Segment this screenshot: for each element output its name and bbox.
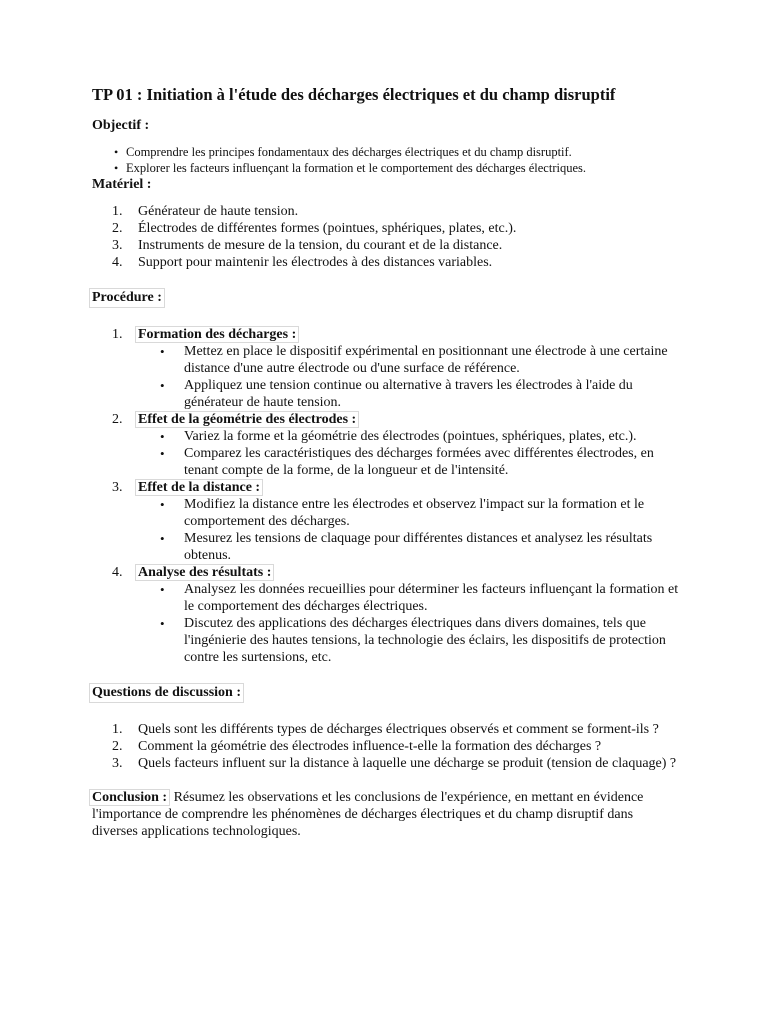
step-bullets	[138, 581, 682, 666]
procedure-list	[92, 326, 682, 666]
conclusion-label: Conclusion :	[89, 789, 170, 806]
conclusion-paragraph	[92, 789, 682, 840]
procedure-step: 2. Effet de la géométrie des électrodes : • Variez la forme et la géométrie des électrodes (pointues, sphériques, plates, etc.). • Comparez les caractéristiques des décharges formées avec différentes électrodes, en tenant compte de la forme, de la longueur et de l'intensité.	[92, 411, 682, 479]
procedure-step: 4. Analyse des résultats : • Analysez les données recueillies pour déterminer les facteurs influençant la formation et le comportement des décharges électriques. • Discutez des applications des décharges électriques dans divers domaines, tels que l'ingénierie des hautes tensions, la technologie des éclairs, les dispositifs de protection contre les surtensions, etc.	[92, 564, 682, 666]
materiel-list	[92, 203, 682, 271]
list-item: • Variez la forme et la géométrie des électrodes (pointues, sphériques, plates, etc.).	[138, 428, 682, 445]
list-item: • Appliquez une tension continue ou alternative à travers les électrodes à l'aide du générateur de haute tension.	[138, 377, 682, 411]
procedure-step: 3. Effet de la distance : • Modifiez la distance entre les électrodes et observez l'impact sur la formation et le comportement des décharges. • Mesurez les tensions de claquage pour différentes distances et analysez les résultats obtenus.	[92, 479, 682, 564]
list-item: • Modifiez la distance entre les électrodes et observez l'impact sur la formation et le comportement des décharges.	[138, 496, 682, 530]
document-title: TP 01 : Initiation à l'étude des décharges électriques et du champ disruptif	[92, 85, 616, 104]
list-item: 2. Électrodes de différentes formes (pointues, sphériques, plates, etc.).	[112, 221, 517, 236]
list-item: 1. Quels sont les différents types de décharges électriques observés et comment se forment-ils ?	[112, 722, 659, 737]
list-item: • Analysez les données recueillies pour déterminer les facteurs influençant la formation et le comportement des décharges électriques.	[138, 581, 682, 615]
questions-list	[92, 721, 682, 772]
list-item: 4. Support pour maintenir les électrodes à des distances variables.	[112, 255, 493, 270]
procedure-heading: Procédure :	[92, 288, 682, 308]
list-item: • Comprendre les principes fondamentaux des décharges électriques et du champ disruptif.	[92, 144, 682, 160]
list-item: • Comparez les caractéristiques des décharges formées avec différentes électrodes, en tenant compte de la forme, de la longueur et de l'intensité.	[138, 445, 682, 479]
step-bullets	[138, 496, 682, 564]
step-bullets	[138, 428, 682, 479]
list-item: • Discutez des applications des décharges électriques dans divers domaines, tels que l'ingénierie des hautes tensions, la technologie des éclairs, les dispositifs de protection contre les surtensions, etc.	[138, 615, 682, 666]
list-item: 2. Comment la géométrie des électrodes influence-t-elle la formation des décharges ?	[112, 739, 602, 754]
step-title: Formation des décharges :	[135, 326, 299, 343]
list-item: 3. Quels facteurs influent sur la distance à laquelle une décharge se produit (tension de claquage) ?	[112, 756, 677, 771]
materiel-heading: Matériel :	[92, 177, 152, 192]
conclusion-text: Résumez les observations et les conclusions de l'expérience, en mettant en évidence l'importance de comprendre les phénomènes de décharges électriques et du champ disruptif dans diverses applications technologiques.	[92, 790, 644, 839]
document-page	[92, 84, 682, 840]
list-item: • Mettez en place le dispositif expérimental en positionnant une électrode à une certaine distance d'une autre électrode ou d'une surface de référence.	[138, 343, 682, 377]
objectif-heading: Objectif :	[92, 118, 150, 133]
step-title: Analyse des résultats :	[135, 564, 274, 581]
list-item: • Mesurez les tensions de claquage pour différentes distances et analysez les résultats obtenus.	[138, 530, 682, 564]
list-item: • Explorer les facteurs influençant la formation et le comportement des décharges électriques.	[92, 160, 682, 176]
list-item: 1. Générateur de haute tension.	[112, 204, 299, 219]
step-title: Effet de la géométrie des électrodes :	[135, 411, 359, 428]
list-item: 3. Instruments de mesure de la tension, du courant et de la distance.	[112, 238, 503, 253]
step-bullets	[138, 343, 682, 411]
objectif-list	[92, 144, 682, 176]
procedure-step: 1. Formation des décharges : • Mettez en place le dispositif expérimental en positionnant une électrode à une certaine distance d'une autre électrode ou d'une surface de référence. • Appliquez une tension continue ou alternative à travers les électrodes à l'aide du générateur de haute tension.	[92, 326, 682, 411]
questions-heading: Questions de discussion :	[92, 683, 682, 703]
step-title: Effet de la distance :	[135, 479, 263, 496]
